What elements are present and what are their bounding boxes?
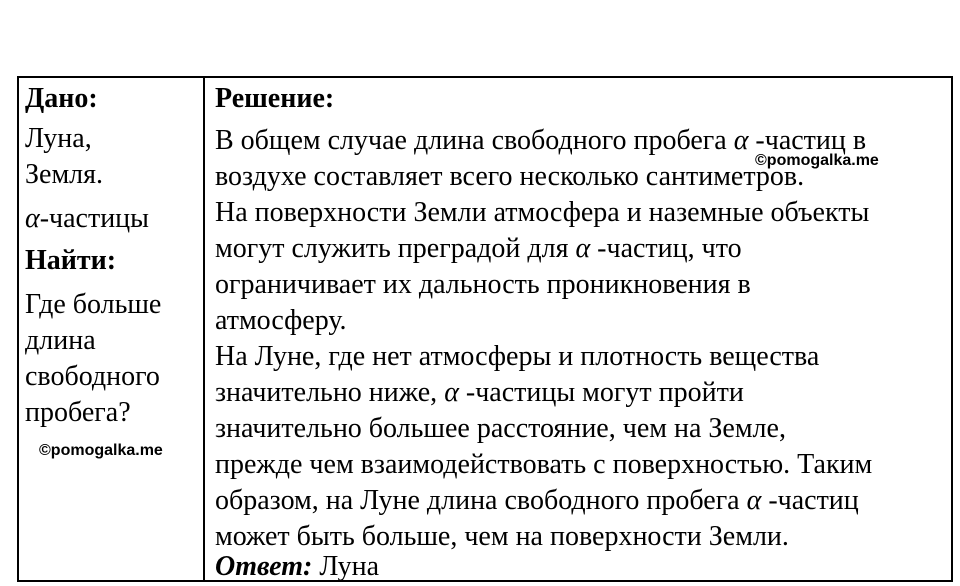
given-item-moon: Луна, bbox=[25, 123, 92, 154]
solution-line: В общем случае длина свободного пробега α -частиц в bbox=[215, 125, 867, 156]
answer-label: Ответ: bbox=[215, 551, 313, 582]
alpha-symbol: α bbox=[444, 377, 459, 408]
alpha-symbol: α bbox=[733, 125, 749, 156]
solution-line: На Луне, где нет атмосферы и плотность вещества bbox=[215, 341, 820, 372]
answer-line bbox=[215, 550, 379, 584]
find-question-line: свободного bbox=[25, 361, 160, 392]
watermark: ©pomogalka.me bbox=[755, 152, 879, 169]
solution-line: значительно большее расстояние, чем на Земле, bbox=[215, 413, 786, 444]
answer-value: Луна bbox=[312, 551, 380, 582]
alpha-symbol: α bbox=[746, 485, 762, 516]
find-question-line: Где больше bbox=[25, 289, 162, 320]
given-item-earth: Земля. bbox=[25, 159, 104, 190]
find-question-line: длина bbox=[25, 325, 96, 356]
solution-line: прежде чем взаимодействовать с поверхностью. Таким bbox=[215, 449, 873, 480]
solution-line: может быть больше, чем на поверхности Земли. bbox=[215, 521, 789, 552]
solution-line: значительно ниже, α -частицы могут пройти bbox=[215, 377, 744, 408]
solution-line: могут служить преградой для α -частиц, что bbox=[215, 233, 742, 264]
given-heading: Дано: bbox=[25, 83, 98, 114]
given-alpha-text: -частицы bbox=[39, 203, 149, 234]
watermark: ©pomogalka.me bbox=[39, 442, 163, 459]
solution-heading: Решение: bbox=[215, 83, 335, 114]
solution-line: атмосферу. bbox=[215, 305, 347, 336]
solution-line: На поверхности Земли атмосфера и наземные объекты bbox=[215, 197, 870, 228]
alpha-symbol: α bbox=[575, 233, 591, 264]
find-heading: Найти: bbox=[25, 245, 117, 276]
given-item-alpha bbox=[25, 202, 149, 236]
find-question-line: пробега? bbox=[25, 397, 131, 428]
solution-line: воздухе составляет всего несколько сантиметров. bbox=[215, 161, 805, 192]
alpha-symbol: α bbox=[25, 203, 40, 234]
solution-line: образом, на Луне длина свободного пробега α -частиц bbox=[215, 485, 859, 516]
column-divider bbox=[203, 78, 205, 580]
solution-table bbox=[17, 76, 953, 582]
solution-line: ограничивает их дальность проникновения в bbox=[215, 269, 751, 300]
